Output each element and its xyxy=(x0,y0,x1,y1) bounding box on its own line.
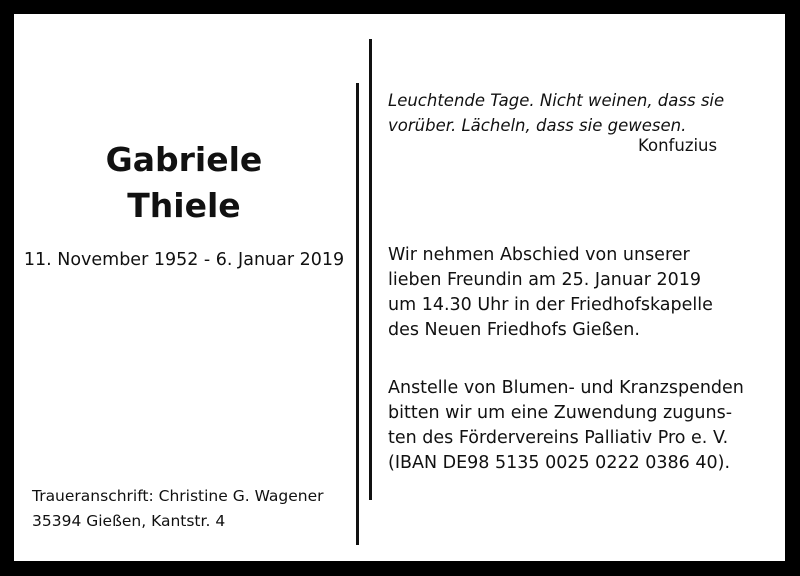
text-line: des Neuen Friedhofs Gießen. xyxy=(388,320,640,340)
obituary-card xyxy=(14,14,785,561)
text-line: um 14.30 Uhr in der Friedhofskapelle xyxy=(388,295,713,315)
address-line: 35394 Gießen, Kantstr. 4 xyxy=(32,512,226,530)
first-name: Gabriele xyxy=(105,140,263,179)
text-line: lieben Freundin am 25. Januar 2019 xyxy=(388,270,702,290)
text-line: Anstelle von Blumen- und Kranzspenden xyxy=(388,378,744,398)
address-line: Traueranschrift: Christine G. Wagener xyxy=(32,487,324,505)
text-line: bitten wir um eine Zuwendung zuguns- xyxy=(388,403,733,423)
text-line: ten des Fördervereins Palliativ Pro e. V. xyxy=(388,428,729,448)
quote-author: Konfuzius xyxy=(638,136,718,155)
last-name: Thiele xyxy=(127,186,241,225)
quote-line: vorüber. Lächeln, dass sie gewesen. xyxy=(388,116,687,135)
mourning-address xyxy=(32,484,324,534)
quote-line: Leuchtende Tage. Nicht weinen, dass sie xyxy=(388,91,725,110)
divider-line xyxy=(356,83,359,545)
life-dates: 11. November 1952 - 6. Januar 2019 xyxy=(23,250,345,270)
divider-line xyxy=(369,39,372,500)
donation-text xyxy=(388,376,744,476)
quote xyxy=(388,88,724,138)
text-line: Wir nehmen Abschied von unserer xyxy=(388,245,690,265)
farewell-text xyxy=(388,243,713,343)
text-line: (IBAN DE98 5135 0025 0222 0386 40). xyxy=(388,453,731,473)
